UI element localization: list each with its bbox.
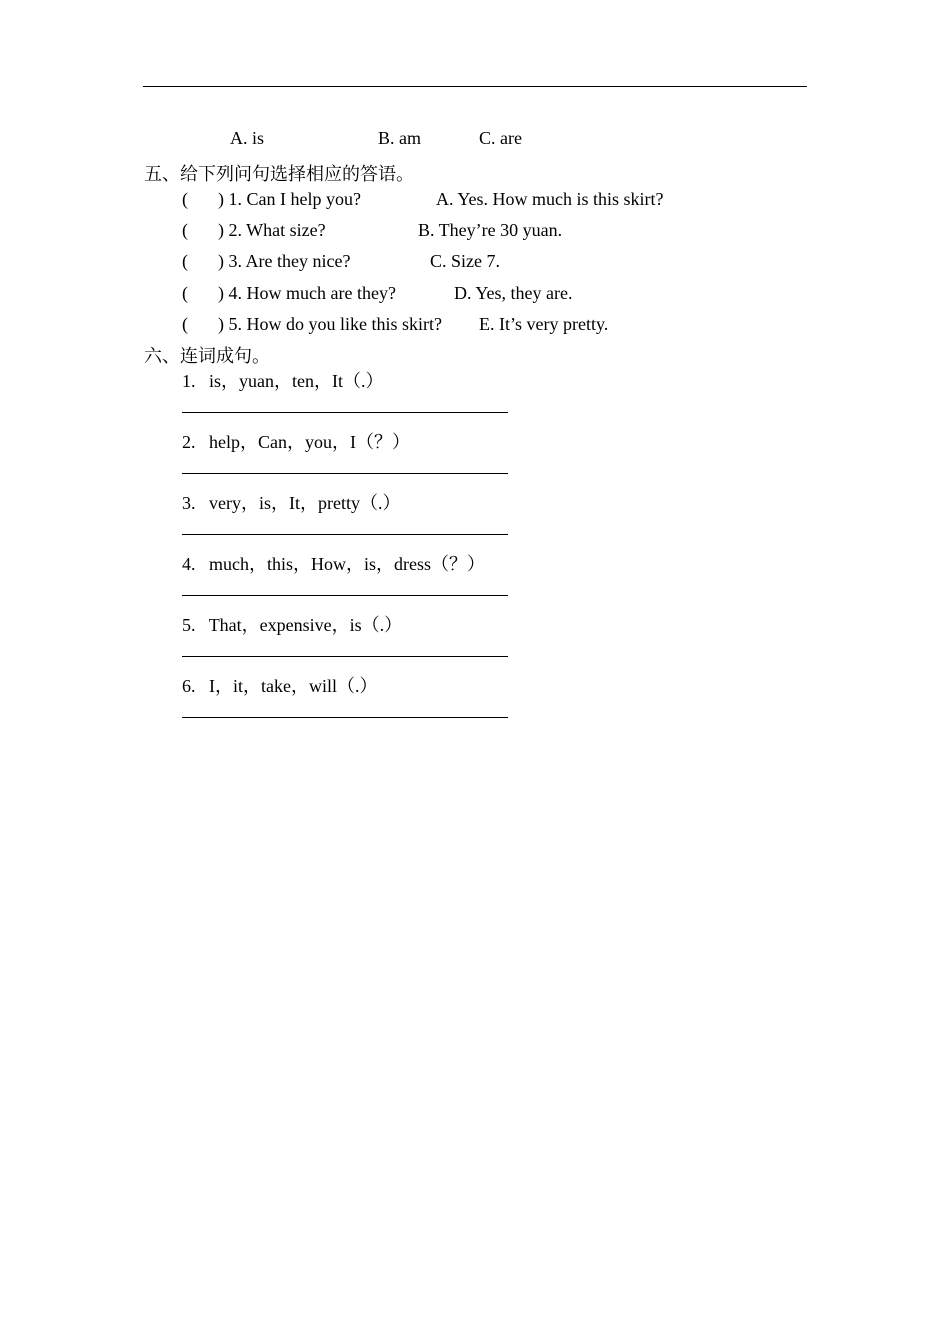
section6-title: 六、连词成句。	[144, 346, 270, 366]
answer-d: D. Yes, they are.	[454, 283, 573, 303]
reorder-item-3	[182, 492, 400, 514]
question-text: 1. Can I help you?	[228, 189, 361, 209]
answer-b: B. They’re 30 yuan.	[418, 220, 563, 240]
item-number: 5.	[182, 615, 196, 635]
item-number: 2.	[182, 432, 196, 452]
section5-title: 五、给下列问句选择相应的答语。	[144, 164, 414, 184]
open-paren: (	[182, 220, 188, 240]
open-paren: (	[182, 314, 188, 334]
open-paren: (	[182, 189, 188, 209]
question-text: 5. How do you like this skirt?	[228, 314, 442, 334]
match-row-4	[182, 282, 396, 304]
item-number: 6.	[182, 676, 196, 696]
close-paren: )	[218, 189, 224, 209]
answer-c: C. Size 7.	[430, 251, 500, 271]
scrambled-words: That，expensive，is（.）	[208, 615, 403, 635]
reorder-item-4	[182, 553, 485, 575]
close-paren: )	[218, 283, 224, 303]
question-text: 4. How much are they?	[228, 283, 396, 303]
item-number: 1.	[182, 371, 196, 391]
scrambled-words: much，this，How，is，dress（？）	[209, 554, 485, 574]
answer-line-2[interactable]	[182, 473, 508, 474]
answer-line-6[interactable]	[182, 717, 508, 718]
answer-line-1[interactable]	[182, 412, 508, 413]
answer-line-3[interactable]	[182, 534, 508, 535]
match-row-2	[182, 219, 326, 241]
match-row-3	[182, 250, 350, 272]
close-paren: )	[218, 220, 224, 240]
close-paren: )	[218, 314, 224, 334]
reorder-item-1	[182, 370, 383, 392]
question-text: 2. What size?	[228, 220, 326, 240]
header-rule	[143, 86, 807, 87]
item-number: 3.	[182, 493, 196, 513]
open-paren: (	[182, 283, 188, 303]
match-row-1	[182, 188, 361, 210]
scrambled-words: very，is，It，pretty（.）	[209, 493, 401, 513]
match-row-5	[182, 313, 442, 335]
scrambled-words: I，it，take，will（.）	[209, 676, 378, 696]
reorder-item-5	[182, 614, 402, 636]
option-a: A. is	[230, 128, 265, 148]
reorder-item-6	[182, 675, 377, 697]
scrambled-words: help，Can，you，I（？）	[209, 432, 410, 452]
close-paren: )	[218, 251, 224, 271]
question-text: 3. Are they nice?	[228, 251, 351, 271]
answer-line-5[interactable]	[182, 656, 508, 657]
answer-a: A. Yes. How much is this skirt?	[436, 189, 664, 209]
reorder-item-2	[182, 431, 410, 453]
option-b: B. am	[378, 128, 421, 148]
option-c: C. are	[479, 128, 522, 148]
open-paren: (	[182, 251, 188, 271]
answer-e: E. It’s very pretty.	[479, 314, 609, 334]
answer-line-4[interactable]	[182, 595, 508, 596]
item-number: 4.	[182, 554, 196, 574]
scrambled-words: is，yuan，ten，It（.）	[209, 371, 384, 391]
